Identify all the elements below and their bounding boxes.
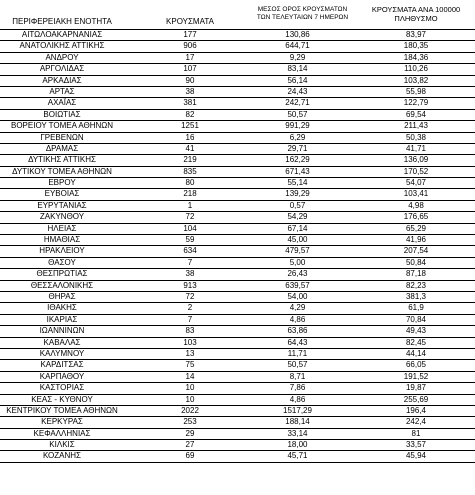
- cell-avg7: 671,43: [285, 166, 310, 176]
- cell-avg7: 991,29: [285, 121, 310, 131]
- cell-region: ΑΡΚΑΔΙΑΣ: [42, 75, 82, 85]
- cell-per100k: 110,26: [404, 64, 428, 74]
- cell-cases: 219: [183, 155, 197, 165]
- table-row: [0, 155, 475, 166]
- cell-avg7: 29,71: [287, 143, 308, 153]
- table-row: [0, 451, 475, 462]
- header-avg7-line1: ΜΕΣΟΣ ΟΡΟΣ ΚΡΟΥΣΜΑΤΩΝ: [257, 6, 348, 13]
- cell-per100k: 82,23: [405, 280, 427, 290]
- table-row: [0, 281, 475, 292]
- header-cases: ΚΡΟΥΣΜΑΤΑ: [166, 17, 214, 26]
- table-row: [0, 212, 475, 223]
- cell-region: ΙΩΑΝΝΙΝΩΝ: [39, 326, 85, 336]
- cell-per100k: 50,38: [405, 132, 427, 142]
- cell-avg7: 55,14: [287, 178, 308, 188]
- cell-per100k: 70,84: [405, 314, 427, 324]
- cell-region: ΚΑΣΤΟΡΙΑΣ: [39, 383, 85, 393]
- cell-avg7: 188,14: [285, 417, 310, 427]
- cell-cases: 82: [185, 109, 195, 119]
- header-avg7: [240, 6, 365, 22]
- cell-cases: 16: [185, 132, 195, 142]
- table-row: [0, 417, 475, 428]
- cell-cases: 72: [185, 212, 195, 222]
- cell-region: ΘΗΡΑΣ: [48, 291, 76, 301]
- cell-avg7: 0,57: [289, 200, 306, 210]
- cell-per100k: 4,98: [408, 200, 424, 210]
- cell-per100k: 176,65: [403, 212, 429, 222]
- table-header: [0, 0, 475, 30]
- cell-per100k: 136,09: [403, 155, 429, 165]
- table-row: [0, 167, 475, 178]
- table-row: [0, 87, 475, 98]
- cell-cases: 72: [185, 291, 195, 301]
- cell-cases: 2022: [181, 405, 199, 415]
- cell-region: ΘΕΣΣΑΛΟΝΙΚΗΣ: [30, 280, 94, 290]
- cell-per100k: 66,05: [405, 360, 427, 370]
- cell-cases: 218: [183, 189, 197, 199]
- table-row: [0, 315, 475, 326]
- table-row: [0, 121, 475, 132]
- table-row: [0, 189, 475, 200]
- cell-per100k: 61,9: [408, 303, 424, 313]
- cell-avg7: 4,29: [289, 303, 306, 313]
- cell-cases: 90: [185, 75, 195, 85]
- table-row: [0, 440, 475, 451]
- table-row: [0, 338, 475, 349]
- cell-per100k: 170,52: [403, 166, 429, 176]
- cell-cases: 634: [183, 246, 197, 256]
- cell-cases: 29: [185, 428, 195, 438]
- cell-cases: 13: [185, 348, 195, 358]
- cell-region: ΗΛΕΙΑΣ: [47, 223, 77, 233]
- cell-avg7: 4,86: [289, 314, 306, 324]
- cell-cases: 107: [183, 64, 197, 74]
- cell-avg7: 1517,29: [283, 405, 312, 415]
- cell-per100k: 44,14: [405, 348, 427, 358]
- cell-per100k: 122,79: [403, 98, 429, 108]
- cell-region: ΙΘΑΚΗΣ: [47, 303, 77, 313]
- cell-avg7: 56,14: [287, 75, 308, 85]
- cell-avg7: 5,00: [289, 257, 306, 267]
- cell-avg7: 18,00: [287, 440, 308, 450]
- cell-cases: 27: [185, 440, 195, 450]
- cell-region: ΚΑΒΑΛΑΣ: [43, 337, 81, 347]
- table-row: [0, 246, 475, 257]
- cell-region: ΕΥΡΥΤΑΝΙΑΣ: [37, 200, 87, 210]
- cell-per100k: 81: [411, 428, 421, 438]
- cell-cases: 69: [185, 451, 195, 461]
- cell-region: ΑΝΑΤΟΛΙΚΗΣ ΑΤΤΙΚΗΣ: [19, 41, 105, 51]
- cell-per100k: 54,07: [405, 178, 427, 188]
- cell-cases: 75: [185, 360, 195, 370]
- table-row: [0, 144, 475, 155]
- cell-cases: 7: [187, 314, 193, 324]
- cell-per100k: 69,54: [405, 109, 427, 119]
- cell-cases: 17: [185, 52, 195, 62]
- cell-region: ΚΑΡΠΑΘΟΥ: [39, 371, 85, 381]
- cell-region: ΚΕΝΤΡΙΚΟΥ ΤΟΜΕΑ ΑΘΗΝΩΝ: [6, 405, 118, 415]
- table-row: [0, 269, 475, 280]
- cell-avg7: 67,14: [287, 223, 308, 233]
- cell-per100k: 41,96: [405, 235, 427, 245]
- cell-per100k: 103,41: [403, 189, 429, 199]
- cell-per100k: 33,57: [405, 440, 427, 450]
- cell-avg7: 45,71: [287, 451, 308, 461]
- cell-region: ΓΡΕΒΕΝΩΝ: [40, 132, 84, 142]
- cell-region: ΑΡΤΑΣ: [49, 86, 75, 96]
- cell-region: ΚΑΡΔΙΤΣΑΣ: [40, 360, 84, 370]
- cell-avg7: 130,86: [285, 30, 310, 39]
- cell-cases: 381: [183, 98, 197, 108]
- header-avg7-line2: ΤΩΝ ΤΕΛΕΥΤΑΙΩΝ 7 ΗΜΕΡΩΝ: [256, 14, 349, 21]
- table-row: [0, 53, 475, 64]
- cell-avg7: 33,14: [287, 428, 308, 438]
- cell-region: ΚΕΑΣ - ΚΥΘΝΟΥ: [31, 394, 93, 404]
- cell-region: ΒΟΡΕΙΟΥ ΤΟΜΕΑ ΑΘΗΝΩΝ: [10, 121, 114, 131]
- cell-region: ΔΡΑΜΑΣ: [45, 143, 79, 153]
- cell-avg7: 26,43: [287, 269, 308, 279]
- table-row: [0, 292, 475, 303]
- table-row: [0, 429, 475, 440]
- cell-cases: 10: [185, 394, 195, 404]
- cell-cases: 7: [187, 257, 193, 267]
- cell-per100k: 45,94: [405, 451, 427, 461]
- cell-region: ΑΡΓΟΛΙΔΑΣ: [39, 64, 85, 74]
- cell-avg7: 8,71: [289, 371, 306, 381]
- cell-region: ΖΑΚΥΝΘΟΥ: [39, 212, 85, 222]
- table-row: [0, 349, 475, 360]
- cell-cases: 104: [183, 223, 197, 233]
- cell-region: ΙΚΑΡΙΑΣ: [46, 314, 78, 324]
- header-region: ΠΕΡΙΦΕΡΕΙΑΚΗ ΕΝΟΤΗΤΑ: [12, 17, 112, 26]
- cell-cases: 80: [185, 178, 195, 188]
- table-row: [0, 64, 475, 75]
- cell-per100k: 49,43: [405, 326, 427, 336]
- cell-region: ΕΥΒΟΙΑΣ: [44, 189, 80, 199]
- cell-per100k: 207,54: [403, 246, 429, 256]
- header-per100k-line1: ΚΡΟΥΣΜΑΤΑ ΑΝΑ 100000: [371, 5, 461, 14]
- cell-avg7: 479,57: [285, 246, 310, 256]
- cell-avg7: 639,57: [285, 280, 310, 290]
- cell-avg7: 4,86: [289, 394, 306, 404]
- table-row: [0, 383, 475, 394]
- table-row: [0, 30, 475, 41]
- table-row: [0, 258, 475, 269]
- cell-cases: 38: [185, 269, 195, 279]
- cell-avg7: 139,29: [285, 189, 310, 199]
- cell-per100k: 191,52: [403, 371, 429, 381]
- table-row: [0, 110, 475, 121]
- cell-per100k: 103,82: [403, 75, 429, 85]
- cell-region: ΚΙΛΚΙΣ: [49, 440, 75, 450]
- cell-cases: 103: [183, 337, 197, 347]
- cell-cases: 14: [185, 371, 195, 381]
- cell-avg7: 7,86: [289, 383, 306, 393]
- table-row: [0, 98, 475, 109]
- cell-region: ΑΝΔΡΟΥ: [45, 52, 79, 62]
- header-per100k: [360, 5, 472, 23]
- cell-cases: 835: [183, 166, 197, 176]
- cell-region: ΚΟΖΑΝΗΣ: [42, 451, 82, 461]
- cell-avg7: 242,71: [285, 98, 310, 108]
- table-row: [0, 76, 475, 87]
- cell-region: ΘΕΣΠΡΩΤΙΑΣ: [36, 269, 88, 279]
- cell-cases: 10: [185, 383, 195, 393]
- cell-avg7: 45,00: [287, 235, 308, 245]
- cell-cases: 59: [185, 235, 195, 245]
- table-row: [0, 178, 475, 189]
- table-row: [0, 224, 475, 235]
- table-row: [0, 133, 475, 144]
- cell-cases: 1: [187, 200, 193, 210]
- cell-avg7: 64,43: [287, 337, 308, 347]
- cell-region: ΔΥΤΙΚΟΥ ΤΟΜΕΑ ΑΘΗΝΩΝ: [12, 166, 112, 176]
- cell-region: ΘΑΣΟΥ: [48, 257, 76, 267]
- table-row: [0, 235, 475, 246]
- cell-cases: 1251: [181, 121, 199, 131]
- cell-avg7: 83,14: [287, 64, 308, 74]
- cell-avg7: 24,43: [287, 86, 308, 96]
- table-row: [0, 303, 475, 314]
- cell-cases: 2: [187, 303, 193, 313]
- cell-avg7: 9,29: [289, 52, 306, 62]
- cell-region: ΕΒΡΟΥ: [48, 178, 76, 188]
- cell-per100k: 381,3: [405, 291, 427, 301]
- table-row: [0, 326, 475, 337]
- cell-per100k: 196,4: [405, 405, 427, 415]
- cell-per100k: 55,98: [405, 86, 427, 96]
- cell-avg7: 162,29: [285, 155, 310, 165]
- cell-cases: 38: [185, 86, 195, 96]
- cell-per100k: 211,43: [404, 121, 428, 131]
- cell-cases: 41: [185, 143, 195, 153]
- cell-region: ΔΥΤΙΚΗΣ ΑΤΤΙΚΗΣ: [28, 155, 96, 165]
- cell-per100k: 65,29: [405, 223, 427, 233]
- table-row: [0, 360, 475, 371]
- cell-per100k: 255,69: [403, 394, 429, 404]
- cell-region: ΒΟΙΩΤΙΑΣ: [43, 109, 81, 119]
- cell-per100k: 50,84: [405, 257, 427, 267]
- cell-per100k: 87,18: [405, 269, 427, 279]
- table-body: [0, 30, 475, 463]
- cell-region: ΚΑΛΥΜΝΟΥ: [39, 348, 85, 358]
- cell-region: ΚΕΡΚΥΡΑΣ: [41, 417, 83, 427]
- header-per100k-line2: ΠΛΗΘΥΣΜΟ: [394, 14, 438, 23]
- table-row: [0, 372, 475, 383]
- cell-cases: 83: [185, 326, 195, 336]
- cell-per100k: 180,35: [403, 41, 429, 51]
- cell-per100k: 242,4: [405, 417, 427, 427]
- cell-per100k: 82,45: [405, 337, 427, 347]
- cell-avg7: 54,00: [287, 291, 308, 301]
- cell-per100k: 83,97: [405, 30, 427, 39]
- cell-per100k: 41,71: [405, 143, 427, 153]
- table-row: [0, 201, 475, 212]
- cell-avg7: 63,86: [287, 326, 308, 336]
- cell-region: ΚΕΦΑΛΛΗΝΙΑΣ: [33, 428, 91, 438]
- cell-region: ΑΙΤΩΛΟΑΚΑΡΝΑΝΙΑΣ: [21, 30, 103, 39]
- cell-avg7: 6,29: [289, 132, 306, 142]
- cell-avg7: 50,57: [287, 109, 308, 119]
- cell-cases: 253: [183, 417, 197, 427]
- cell-avg7: 50,57: [287, 360, 308, 370]
- table-row: [0, 406, 475, 417]
- table-row: [0, 395, 475, 406]
- cell-avg7: 11,71: [287, 348, 308, 358]
- table-row: [0, 41, 475, 52]
- cell-cases: 906: [183, 41, 197, 51]
- cell-per100k: 184,36: [403, 52, 429, 62]
- cell-per100k: 19,87: [405, 383, 427, 393]
- cell-cases: 177: [183, 30, 197, 39]
- cell-avg7: 644,71: [285, 41, 310, 51]
- cell-region: ΗΜΑΘΙΑΣ: [43, 235, 81, 245]
- cell-cases: 913: [183, 280, 197, 290]
- cell-avg7: 54,29: [287, 212, 308, 222]
- cell-region: ΑΧΑΪΑΣ: [47, 98, 77, 108]
- cell-region: ΗΡΑΚΛΕΙΟΥ: [39, 246, 85, 256]
